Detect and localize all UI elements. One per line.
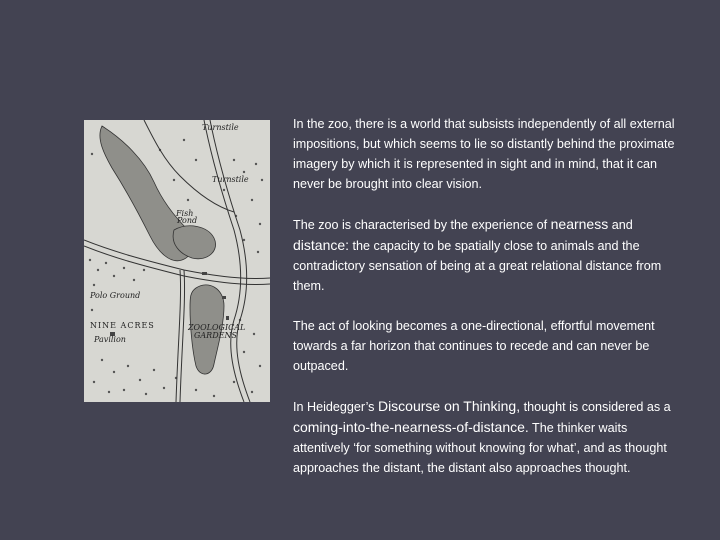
paragraph-nearness-distance <box>293 214 683 296</box>
term-coming-into-nearness: coming-into-the-nearness-of-distance. <box>293 419 529 435</box>
map-label-turnstile-2: Turnstile <box>212 175 249 184</box>
map-label-pavilion: Pavilion <box>94 335 126 344</box>
map-label-pond: Pond <box>177 216 198 225</box>
paragraph-2-text-a: The zoo is characterised by the experience of <box>293 218 551 232</box>
map-drawing <box>84 120 270 402</box>
map-label-fish: Fish <box>176 209 194 218</box>
paragraph-zoo-world <box>293 114 683 194</box>
historic-map-image <box>84 120 270 402</box>
paragraph-act-of-looking <box>293 316 683 376</box>
paragraph-4-text-b: thought is considered as a <box>520 400 671 414</box>
paragraph-4-text-a: In Heidegger’s <box>293 400 378 414</box>
map-label-zoological: ZOOLOGICAL <box>188 323 246 332</box>
paragraph-4-text-c: The thinker waits attentively ‘for something without knowing for what’, and as thought approaches the distant, the distant also approaches thought. <box>293 421 667 475</box>
map-label-polo-ground: Polo Ground <box>90 291 141 300</box>
paragraph-3-text: The act of looking becomes a one-directional, effortful movement towards a far horizon that continues to recede and can never be outpaced. <box>293 319 655 373</box>
body-text <box>293 114 683 478</box>
paragraph-2-text-b: and <box>608 218 633 232</box>
map-label-nine-acres: NINE ACRES <box>90 321 155 330</box>
map-label-turnstile-1: Turnstile <box>202 123 239 132</box>
term-nearness: nearness <box>550 216 609 232</box>
paragraph-2-text-c: the capacity to be spatially close to animals and the contradictory sensation of being at a great relational distance from them. <box>293 239 662 293</box>
paragraph-1-text: In the zoo, there is a world that subsists independently of all external impositions, but which seems to lie so distantly behind the proximate imagery by which it is represented in sight and in mind, that it can never be brought into clear vision. <box>293 117 675 191</box>
book-title: Discourse on Thinking, <box>377 398 521 414</box>
map-label-gardens: GARDENS <box>194 331 237 340</box>
paragraph-heidegger <box>293 396 683 478</box>
term-distance: distance: <box>293 237 350 253</box>
